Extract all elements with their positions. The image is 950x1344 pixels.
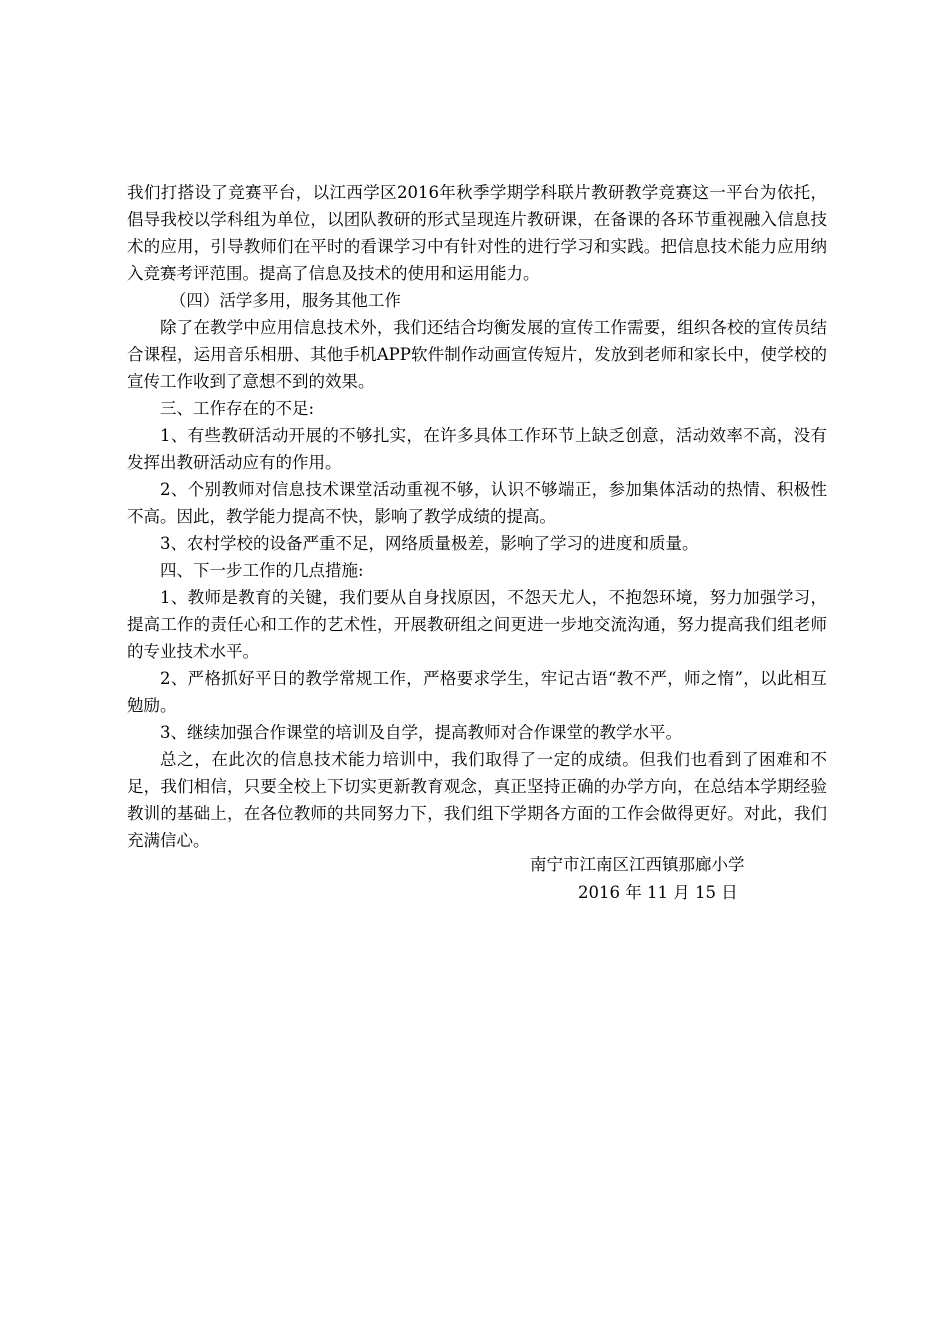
section-heading-four: （四）活学多用，服务其他工作 [169,291,401,310]
shortcoming-item-2: 2、个别教师对信息技术课堂活动重视不够，认识不够端正，参加集体活动的热情、积极性不高。因此，教学能力提高不快，影响了教学成绩的提高。 [127,480,827,526]
document-body [127,179,827,854]
shortcoming-item-3: 3、农村学校的设备严重不足，网络质量极差，影响了学习的进度和质量。 [160,534,699,553]
paragraph-competition-platform: 我们打搭设了竞赛平台，以江西学区2016年秋季学期学科联片教研教学竞赛这一平台为依托，倡导我校以学科组为单位，以团队教研的形式呈现连片教研课，在备课的各环节重视融入信息技术的应用，引导教师们在平时的看课学习中有针对性的进行学习和实践。把信息技术能力应用纳入竞赛考评范围。提高了信息及技术的使用和运用能力。 [127,183,827,283]
shortcoming-item-1: 1、有些教研活动开展的不够扎实，在许多具体工作环节上缺乏创意，活动效率不高，没有发挥出教研活动应有的作用。 [127,426,827,472]
heading-next-steps: 四、下一步工作的几点措施: [160,561,364,580]
heading-shortcomings: 三、工作存在的不足: [160,399,315,418]
signature-organization: 南宁市江南区江西镇那廊小学 [530,855,745,874]
next-step-item-1: 1、教师是教育的关键，我们要从自身找原因，不怨天尤人，不抱怨环境，努力加强学习，提高工作的责任心和工作的艺术性，开展教研组之间更进一步地交流沟通，努力提高我们组老师的专业技术水平。 [127,588,827,661]
paragraph-other-work: 除了在教学中应用信息技术外，我们还结合均衡发展的宣传工作需要，组织各校的宣传员结合课程，运用音乐相册、其他手机APP软件制作动画宣传短片，发放到老师和家长中，使学校的宣传工作收到了意想不到的效果。 [127,318,827,391]
next-step-item-2: 2、严格抓好平日的教学常规工作，严格要求学生，牢记古语“教不严，师之惰”，以此相互勉励。 [127,669,827,715]
paragraph-conclusion: 总之，在此次的信息技术能力培训中，我们取得了一定的成绩。但我们也看到了困难和不足，我们相信，只要全校上下切实更新教育观念，真正坚持正确的办学方向，在总结本学期经验教训的基础上，在各位教师的共同努力下，我们组下学期各方面的工作会做得更好。对此，我们充满信心。 [127,750,827,850]
next-step-item-3: 3、继续加强合作课堂的培训及自学，提高教师对合作课堂的教学水平。 [160,723,682,742]
signature-block [127,851,827,911]
signature-date: 2016 年 11 月 15 日 [578,883,738,902]
